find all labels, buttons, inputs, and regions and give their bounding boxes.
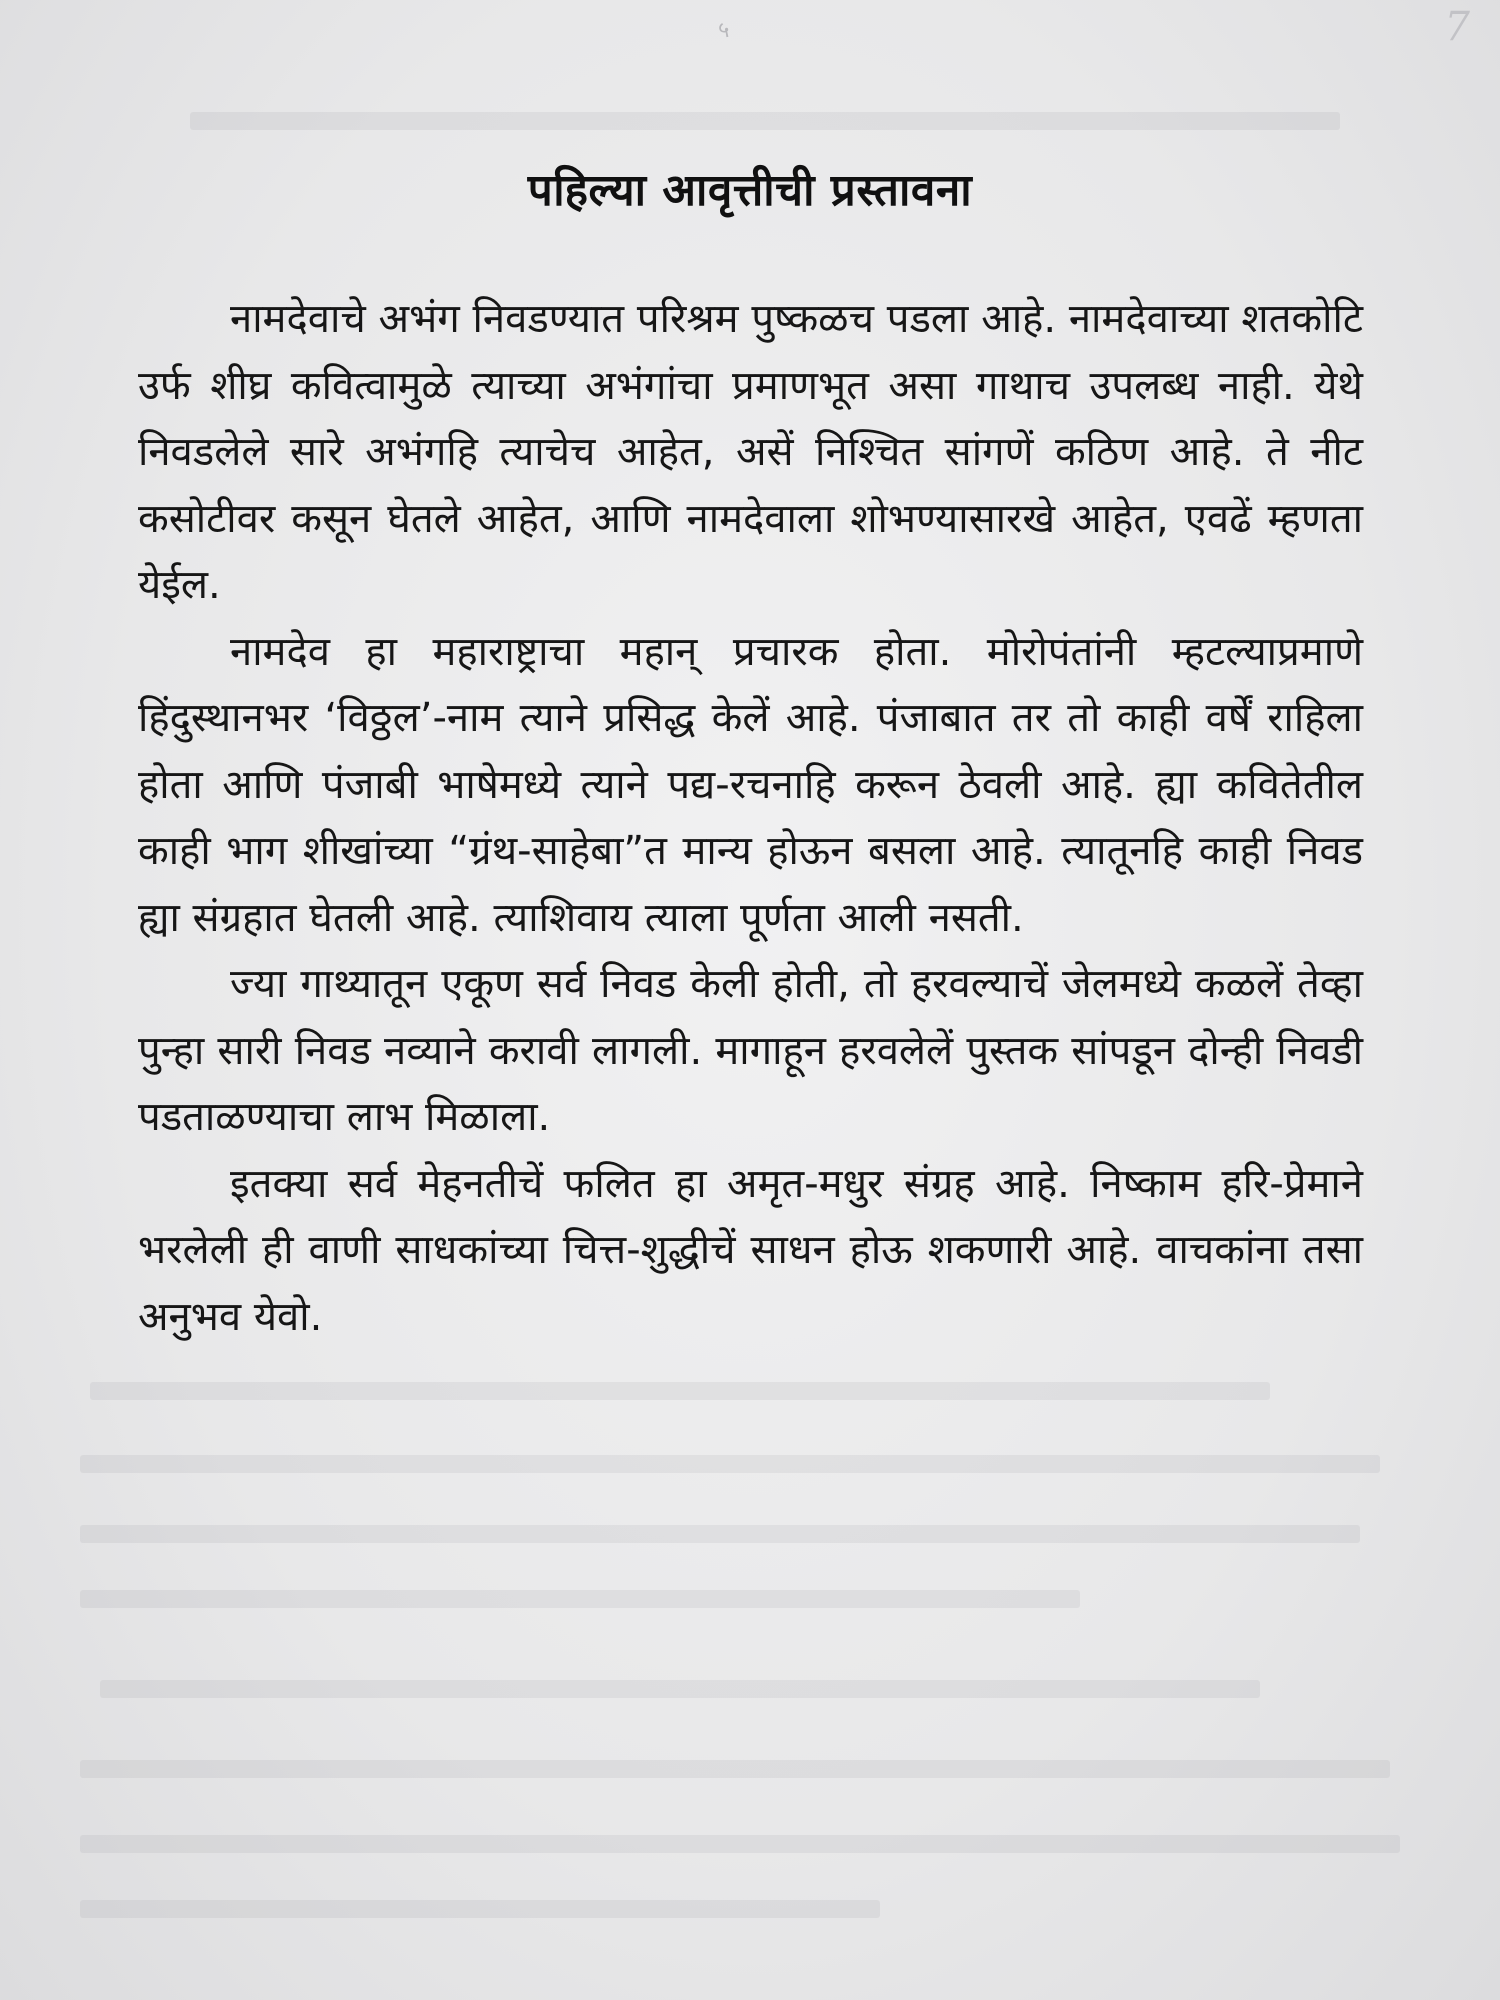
show-through-line bbox=[190, 112, 1340, 130]
show-through-line bbox=[90, 1382, 1270, 1400]
paragraph-1: नामदेवाचे अभंग निवडण्यात परिश्रम पुष्कळच पडला आहे. नामदेवाच्या शतकोटि उर्फ शीघ्र कवित्वामुळे त्याच्या अभंगांचा प्रमाणभूत असा गाथाच उपलब्ध नाही. येथे निवडलेले सारे अभंगहि त्याचेच आहेत, असें निश्चित सांगणें कठिण आहे. ते नीट कसोटीवर कसून घेतले आहेत, आणि नामदेवाला शोभण्यासारखे आहेत, एवढें म्हणता येईल. bbox=[138, 296, 1363, 608]
show-through-line bbox=[80, 1835, 1400, 1853]
show-through-line bbox=[80, 1900, 880, 1918]
show-through-line bbox=[80, 1525, 1360, 1543]
show-through-line bbox=[100, 1680, 1260, 1698]
paragraph-2: नामदेव हा महाराष्ट्राचा महान् प्रचारक होता. मोरोपंतांनी म्हटल्याप्रमाणे हिंदुस्थानभर ‘विठ्ठल’-नाम त्याने प्रसिद्ध केलें आहे. पंजाबात तर तो काही वर्षें राहिला होता आणि पंजाबी भाषेमध्ये त्याने पद्य-रचनाहि करून ठेवली आहे. ह्या कवितेतील काही भाग शीखांच्या “ग्रंथ-साहेबा”त मान्य होऊन बसला आहे. त्यातूनहि काही निवड ह्या संग्रहात घेतली आहे. त्याशिवाय त्याला पूर्णता आली नसती. bbox=[138, 628, 1363, 941]
paragraph-3: ज्या गाथ्यातून एकूण सर्व निवड केली होती, तो हरवल्याचें जेलमध्ये कळलें तेव्हा पुन्हा सारी निवड नव्याने करावी लागली. मागाहून हरवलेलें पुस्तक सांपडून दोन्ही निवडी पडताळण्याचा लाभ मिळाला. bbox=[138, 961, 1363, 1140]
body-text bbox=[138, 286, 1363, 1350]
show-through-line bbox=[80, 1590, 1080, 1608]
page-number-mark: ५ bbox=[718, 18, 730, 43]
show-through-line bbox=[80, 1760, 1390, 1778]
corner-mark: 7 bbox=[1444, 4, 1470, 50]
paragraph-4: इतक्या सर्व मेहनतीचें फलित हा अमृत-मधुर संग्रह आहे. निष्काम हरि-प्रेमाने भरलेली ही वाणी साधकांच्या चित्त-शुद्धीचें साधन होऊ शकणारी आहे. वाचकांना तसा अनुभव येवो. bbox=[138, 1160, 1363, 1340]
show-through-line bbox=[80, 1455, 1380, 1473]
document-title: पहिल्या आवृत्तीची प्रस्तावना bbox=[527, 165, 973, 216]
